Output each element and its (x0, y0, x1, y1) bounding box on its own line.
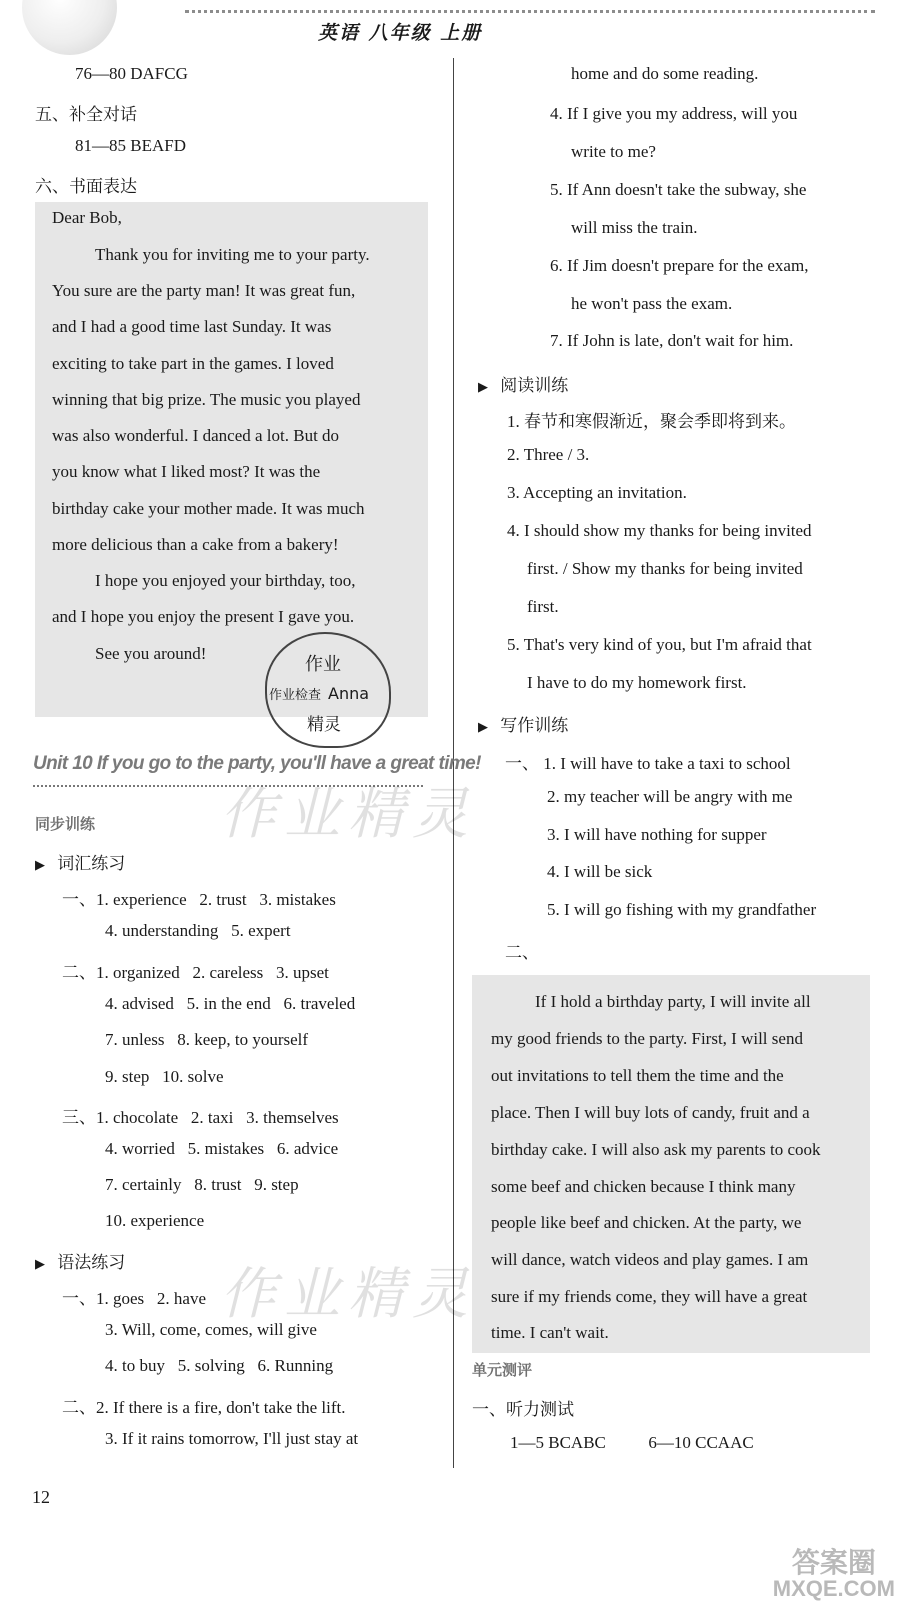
answer-line: he won't pass the exam. (571, 294, 733, 313)
grammar-line: 一、1. goes 2. have (62, 1289, 207, 1308)
writing-line: 2. my teacher will be angry with me (547, 787, 793, 806)
corner-watermark-top: 答案圈 (791, 1546, 876, 1578)
vocab-line: 4. worried 5. mistakes 6. advice (105, 1139, 339, 1158)
grammar-line: 3. If it rains tomorrow, I'll just stay at (105, 1429, 359, 1448)
essay-line: people like beef and chicken. At the party, we (491, 1213, 802, 1232)
watermark: 作业精灵 (220, 782, 476, 847)
writing-line: 一、 1. I will have to take a taxi to school (505, 754, 791, 773)
vocab-label: 词汇练习 (57, 854, 126, 873)
stamp-bottom: 精灵 (307, 715, 341, 735)
writing-heading (478, 711, 568, 736)
essay-line: will dance, watch videos and play games. I am (491, 1250, 809, 1269)
vocab-line: 三、1. chocolate 2. taxi 3. themselves (62, 1108, 339, 1127)
grammar-line: 二、2. If there is a fire, don't take the lift. (62, 1398, 346, 1417)
letter-line: more delicious than a cake from a bakery! (52, 535, 339, 554)
triangle-bullet-icon: ▶ (478, 379, 488, 394)
letter-line: Thank you for inviting me to your party. (95, 245, 370, 264)
grammar-label: 语法练习 (57, 1253, 126, 1272)
stamp-top: 作业 (305, 654, 341, 675)
essay-line: place. Then I will buy lots of candy, fruit and a (491, 1103, 810, 1122)
writing-line: 4. I will be sick (547, 862, 653, 881)
reading-line: 1. 春节和寒假渐近，聚会季即将到来。 (507, 412, 796, 431)
reading-line: 3. Accepting an invitation. (507, 483, 687, 502)
writing-line: 3. I will have nothing for supper (547, 825, 767, 844)
vocab-line: 9. step 10. solve (105, 1067, 224, 1086)
vocab-heading (35, 849, 125, 874)
listening-label: 一、听力测试 (472, 1400, 574, 1419)
letter-line: and I had a good time last Sunday. It was (52, 317, 332, 336)
essay-line: time. I can't wait. (491, 1323, 609, 1342)
essay-line: If I hold a birthday party, I will invite all (535, 992, 811, 1011)
letter-line: birthday cake your mother made. It was much (52, 499, 365, 518)
answer-line: 6. If Jim doesn't prepare for the exam, (550, 256, 809, 275)
vocab-line: 一、1. experience 2. trust 3. mistakes (62, 890, 336, 909)
answer-line: 六、书面表达 (35, 177, 137, 196)
answer-line: write to me? (571, 142, 656, 161)
corner-watermark (773, 1548, 895, 1600)
letter-line: See you around! (95, 644, 207, 663)
letter-line: You sure are the party man! It was great fun, (52, 281, 356, 300)
letter-line: I hope you enjoyed your birthday, too, (95, 571, 356, 590)
vocab-line: 4. advised 5. in the end 6. traveled (105, 994, 356, 1013)
reading-label: 阅读训练 (500, 376, 569, 395)
vocab-line: 10. experience (105, 1211, 205, 1230)
essay-line: sure if my friends come, they will have a great (491, 1287, 808, 1306)
answer-line: 5. If Ann doesn't take the subway, she (550, 180, 807, 199)
essay-line: some beef and chicken because I think many (491, 1177, 796, 1196)
vocab-line: 4. understanding 5. expert (105, 921, 291, 940)
grammar-line: 3. Will, come, comes, will give (105, 1320, 317, 1339)
grammar-heading (35, 1248, 125, 1273)
answer-line: 4. If I give you my address, will you (550, 104, 798, 123)
page-number: 12 (32, 1487, 50, 1507)
triangle-bullet-icon: ▶ (35, 857, 45, 872)
triangle-bullet-icon: ▶ (35, 1256, 45, 1271)
essay-line: my good friends to the party. First, I will send (491, 1029, 803, 1048)
page-header-title: 英语 八年级 上册 (318, 22, 483, 44)
answer-line: 76—80 DAFCG (75, 64, 188, 83)
reading-line: 5. That's very kind of you, but I'm afraid that (507, 635, 812, 654)
unit-title: Unit 10 If you go to the party, you'll have a great time! (33, 753, 481, 774)
corner-watermark-bottom: MXQE.COM (772, 1575, 895, 1601)
stamp-mid: 作业检查 (269, 688, 322, 703)
letter-line: winning that big prize. The music you played (52, 390, 361, 409)
sync-training-label: 同步训练 (35, 815, 96, 833)
letter-line: exciting to take part in the games. I loved (52, 354, 334, 373)
answer-line: 7. If John is late, don't wait for him. (550, 331, 794, 350)
letter-line: and I hope you enjoy the present I gave you. (52, 607, 355, 626)
reading-line: 2. Three / 3. (507, 445, 590, 464)
letter-line: Dear Bob, (52, 208, 122, 227)
triangle-bullet-icon: ▶ (478, 719, 488, 734)
letter-line: you know what I liked most? It was the (52, 462, 321, 481)
answer-line: home and do some reading. (571, 64, 759, 83)
listening-answers: 1—5 BCABC 6—10 CCAAC (510, 1433, 754, 1452)
header-decoration (22, 0, 117, 55)
answer-line: will miss the train. (571, 218, 698, 237)
watermark: 作业精灵 (220, 1262, 476, 1327)
answer-line: 五、补全对话 (35, 105, 137, 124)
unit-test-label: 单元测评 (472, 1361, 533, 1379)
reading-line: first. (527, 597, 559, 616)
signature: Anna (328, 684, 370, 703)
writing-line: 5. I will go fishing with my grandfather (547, 900, 817, 919)
writing-line: 二、 (505, 943, 539, 962)
essay-line: birthday cake. I will also ask my parents to cook (491, 1140, 821, 1159)
answer-line: 81—85 BEAFD (75, 136, 186, 155)
essay-line: out invitations to tell them the time and the (491, 1066, 784, 1085)
reading-heading (478, 371, 568, 396)
reading-line: I have to do my homework first. (527, 673, 747, 692)
grammar-line: 4. to buy 5. solving 6. Running (105, 1356, 334, 1375)
reading-line: first. / Show my thanks for being invited (527, 559, 803, 578)
writing-label: 写作训练 (500, 716, 569, 735)
reading-line: 4. I should show my thanks for being invited (507, 521, 812, 540)
header-rule (185, 10, 875, 13)
vocab-line: 7. unless 8. keep, to yourself (105, 1030, 309, 1049)
vocab-line: 7. certainly 8. trust 9. step (105, 1175, 299, 1194)
letter-box (35, 202, 428, 717)
letter-line: was also wonderful. I danced a lot. But do (52, 426, 340, 445)
vocab-line: 二、1. organized 2. careless 3. upset (62, 963, 329, 982)
